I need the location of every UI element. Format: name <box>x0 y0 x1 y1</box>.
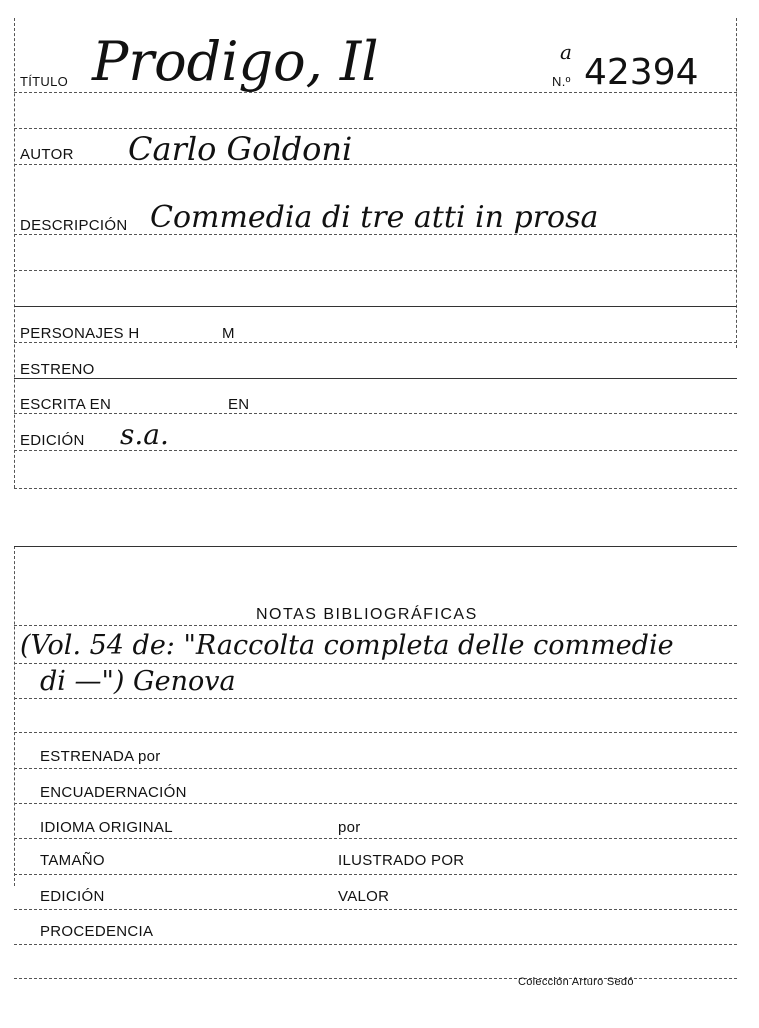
autor-label: AUTOR <box>20 146 74 163</box>
numero-label: N.º <box>552 74 571 89</box>
notas-heading: NOTAS BIBLIOGRÁFICAS <box>256 606 478 623</box>
catalog-card-top <box>0 0 759 495</box>
rule <box>14 944 737 945</box>
rule <box>14 909 737 910</box>
descripcion-label: DESCRIPCIÓN <box>20 217 128 234</box>
rule <box>14 625 737 626</box>
titulo-label: TÍTULO <box>20 74 69 89</box>
rule <box>14 413 737 414</box>
card-left-border <box>14 18 15 488</box>
rule <box>14 488 737 489</box>
numero-value: 42394 <box>584 52 699 93</box>
rule <box>14 378 737 379</box>
rule <box>14 546 737 547</box>
encuadernacion-label: ENCUADERNACIÓN <box>40 784 187 801</box>
descripcion-value: Commedia di tre atti in prosa <box>150 200 599 235</box>
catalog-card-bottom <box>0 540 759 1028</box>
escrita-en-label: ESCRITA EN <box>20 396 112 413</box>
rule <box>14 164 737 165</box>
rule <box>14 342 737 343</box>
ilustrado-por-label: ILUSTRADO POR <box>338 852 465 869</box>
estreno-label: ESTRENO <box>20 361 95 378</box>
rule <box>14 663 737 664</box>
estrenada-por-label: ESTRENADA por <box>40 748 161 765</box>
rule <box>14 838 737 839</box>
edicion-value: s.a. <box>120 418 169 451</box>
por-label: por <box>338 819 361 836</box>
rule <box>14 768 737 769</box>
rule <box>14 128 737 129</box>
procedencia-label: PROCEDENCIA <box>40 923 154 940</box>
rule <box>14 803 737 804</box>
rule <box>14 874 737 875</box>
valor-label: VALOR <box>338 888 390 905</box>
rule <box>14 698 737 699</box>
rule <box>14 306 737 307</box>
rule <box>14 732 737 733</box>
rule <box>14 270 737 271</box>
collection-footer: Colección Arturo Sedó <box>518 976 634 988</box>
en-label: EN <box>228 396 250 413</box>
autor-value: Carlo Goldoni <box>128 130 353 168</box>
titulo-value: Prodigo, Il <box>92 30 379 93</box>
notas-line-1: (Vol. 54 de: "Raccolta completa delle commedie <box>20 630 674 661</box>
numero-superscript: a <box>560 40 572 64</box>
personajes-m-label: M <box>222 325 235 342</box>
card-right-border <box>736 18 737 348</box>
notas-line-2: di —") Genova <box>40 666 236 697</box>
edicion-label: EDICIÓN <box>20 432 85 449</box>
tamano-label: TAMAÑO <box>40 852 105 869</box>
card-left-border <box>14 546 15 886</box>
edicion-label-2: EDICIÓN <box>40 888 105 905</box>
personajes-label: PERSONAJES H <box>20 325 140 342</box>
idioma-original-label: IDIOMA ORIGINAL <box>40 819 173 836</box>
